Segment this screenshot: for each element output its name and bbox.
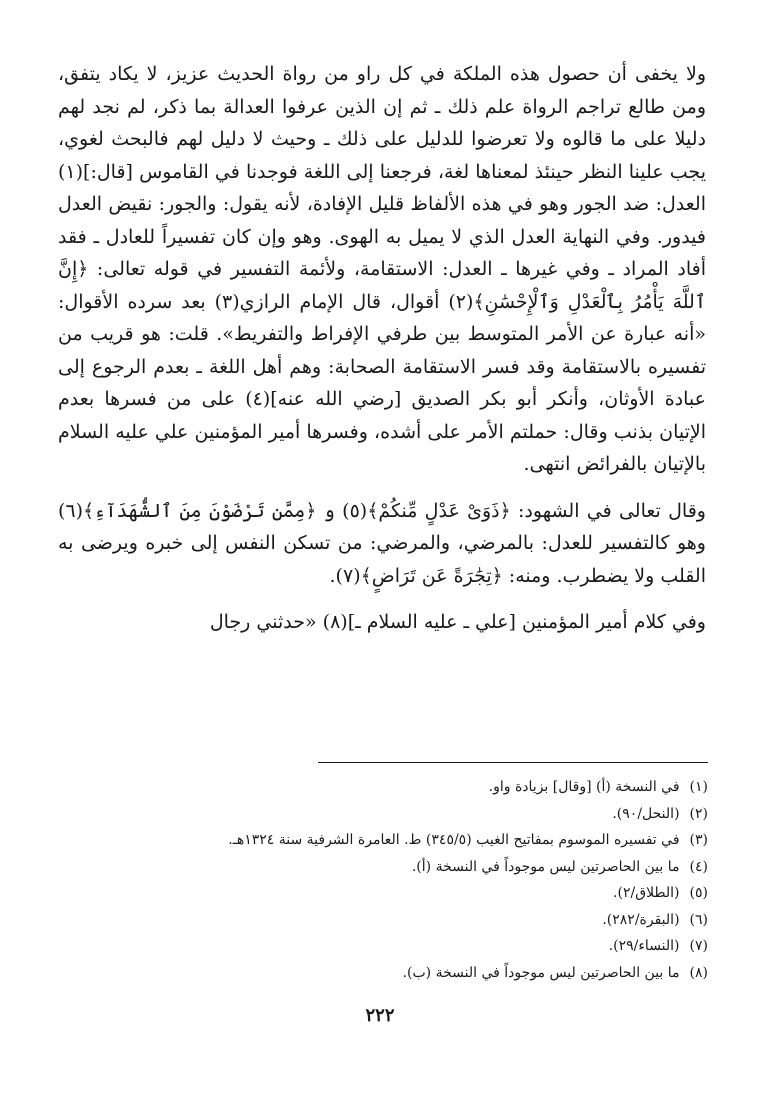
footnote-item: [58, 774, 708, 801]
footnote-text: في تفسيره الموسوم بمفاتيح الغيب (٣٤٥/٥) ط. العامرة الشرفية سنة ١٣٢٤هـ.: [228, 832, 680, 848]
footnote-number: (٤): [689, 858, 708, 875]
footnote-item: [58, 854, 708, 881]
footnote-text: (النساء/٢٩).: [608, 938, 680, 954]
paragraph: وفي كلام أمير المؤمنين [علي ـ عليه السلام ـ](٨) «حدثني رجال: [209, 611, 706, 633]
page-body: [58, 58, 706, 639]
footnote-text: (النحل/٩٠).: [612, 805, 680, 822]
paragraph: وقال تعالى في الشهود: ﴿ذَوَىْ عَدْلٍ مِّنكُمْ﴾(٥) و ﴿مِمَّن تَرْضَوْنَ مِنَ ٱلشُّهَدَآءِ﴾(٦) وهو كالتفسير للعدل: بالمرضي، والمرضي: من تسكن النفس إلى خبره ويرضى به القلب ولا يضطرب. ومنه: ﴿تِجَٰرَةً عَن تَرَاضٍ﴾(٧).: [58, 499, 706, 587]
footnote-number: (٦): [689, 911, 708, 928]
footnote-number: (٢): [689, 805, 708, 822]
footnote-item: [58, 801, 708, 828]
footnotes-list: [58, 774, 708, 986]
footnote-text: (الطلاق/٢).: [613, 885, 680, 901]
main-text: [58, 58, 706, 639]
footnote-text: ما بين الحاصرتين ليس موجوداً في النسخة (ب).: [402, 964, 680, 981]
footnote-item: [58, 907, 708, 934]
footnote-number: (٣): [689, 832, 708, 848]
footnote-number: (٥): [689, 885, 708, 901]
footnote-text: في النسخة (أ) [وقال] بزيادة واو.: [488, 779, 680, 795]
footnote-item: [58, 827, 708, 854]
footnote-item: [58, 933, 708, 960]
paragraph: ولا يخفى أن حصول هذه الملكة في كل راو من رواة الحديث عزيز، لا يكاد يتفق، ومن طالع تراجم الرواة علم ذلك ـ ثم إن الذين عرفوا العدالة بما ذكر، لم نجد لهم دليلا على ما قالوه ولا تعرضوا للدليل على ذلك ـ وحيث لا دليل لهم فالبحث لغوي، يجب علينا النظر حينئذ لمعناها لغة، فرجعنا إلى اللغة فوجدنا في القاموس [قال:](١) العدل: ضد الجور وهو في هذه الألفاظ قليل الإفادة، لأنه يقول: والجور: نقيض العدل فيدور. وفي النهاية العدل الذي لا يميل به الهوى. وهو وإن كان تفسيراً للعادل ـ فقد أفاد المراد ـ وفي غيرها ـ العدل: الاستقامة، ولأئمة التفسير في قوله تعالى: ﴿إِنَّ ٱللَّهَ يَأْمُرُ بِٱلْعَدْلِ وَٱلْإِحْسَٰنِ﴾(٢) أقوال، قال الإمام الرازي(٣) بعد سرده الأقوال: «أنه عبارة عن الأمر المتوسط بين طرفي الإفراط والتفريط». قلت: هو قريب من تفسيره بالاستقامة وقد فسر الاستقامة الصحابة: وهم أهل اللغة ـ بعدم الرجوع إلى عبادة الأوثان، وأنكر أبو بكر الصديق [رضي الله عنه](٤) على من فسرها بعدم الإتيان بذنب وقال: حملتم الأمر على أشده، وفسرها أمير المؤمنين علي عليه السلام بالإتيان بالفرائض انتهى.: [58, 63, 706, 475]
footnote-item: [58, 960, 708, 987]
footnote-number: (١): [689, 779, 708, 795]
footnote-text: ما بين الحاصرتين ليس موجوداً في النسخة (أ).: [411, 858, 680, 875]
footnote-number: (٨): [689, 964, 708, 981]
page-number: ٢٢٢: [365, 1005, 395, 1026]
footnote-divider: [318, 762, 708, 763]
footnote-text: (البقرة/٢٨٢).: [602, 911, 680, 928]
footnote-number: (٧): [689, 938, 708, 954]
footnote-item: [58, 880, 708, 907]
